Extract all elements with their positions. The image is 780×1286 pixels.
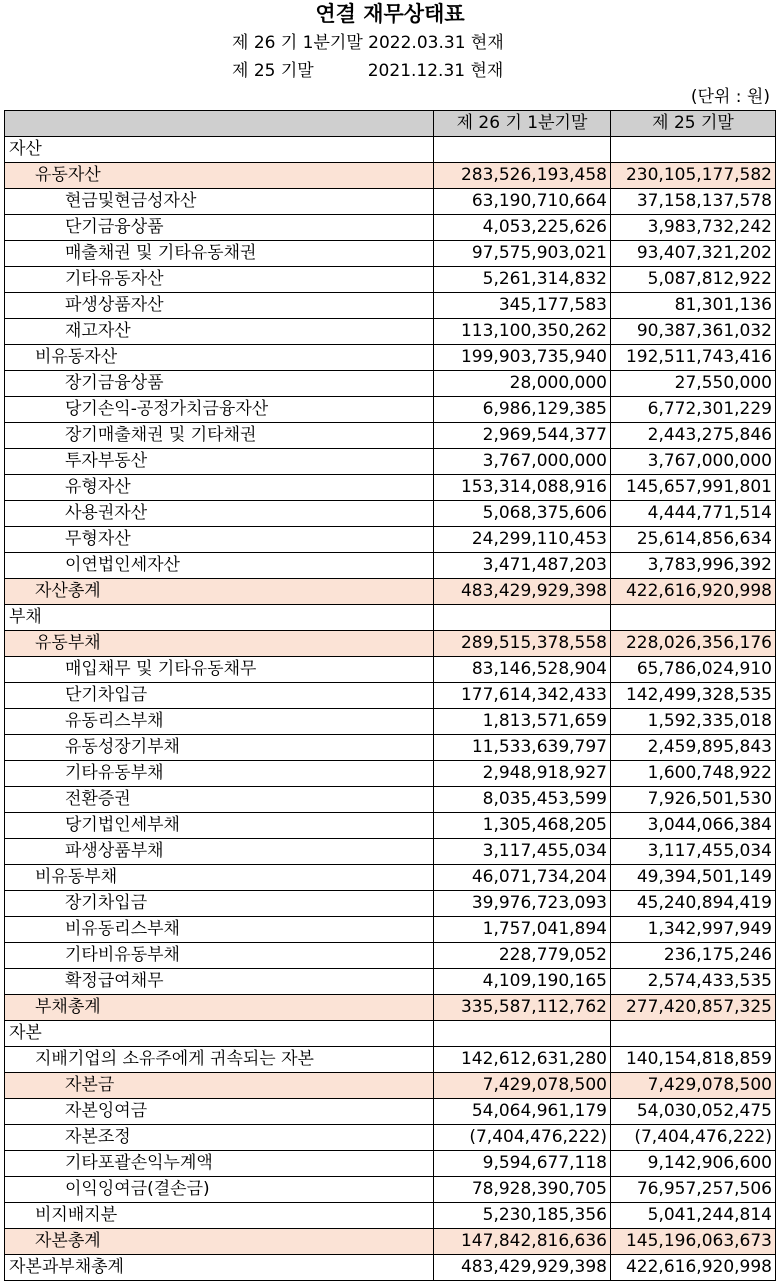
- prior-period-value: 142,499,328,535: [611, 683, 776, 709]
- current-period-value: 3,767,000,000: [434, 449, 611, 475]
- current-period-value: 54,064,961,179: [434, 1099, 611, 1125]
- table-row: [5, 709, 776, 735]
- table-row: [5, 501, 776, 527]
- prior-period-value: 2,459,895,843: [611, 735, 776, 761]
- table-row: [5, 631, 776, 657]
- row-label: 기타유동부채: [5, 761, 434, 787]
- prior-period-value: 65,786,024,910: [611, 657, 776, 683]
- row-label: 자산총계: [5, 579, 434, 605]
- prior-period-value: 5,041,244,814: [611, 1203, 776, 1229]
- prior-period-value: [611, 1021, 776, 1047]
- row-label: 자본잉여금: [5, 1099, 434, 1125]
- table-row: [5, 761, 776, 787]
- current-period-value: 83,146,528,904: [434, 657, 611, 683]
- table-row: [5, 215, 776, 241]
- table-row: [5, 345, 776, 371]
- row-label: 장기매출채권 및 기타채권: [5, 423, 434, 449]
- table-row: [5, 579, 776, 605]
- row-label: 자본조정: [5, 1125, 434, 1151]
- current-period-value: 1,813,571,659: [434, 709, 611, 735]
- row-label: 장기금융상품: [5, 371, 434, 397]
- current-period-value: 3,471,487,203: [434, 553, 611, 579]
- table-row: [5, 943, 776, 969]
- prior-period-value: 1,342,997,949: [611, 917, 776, 943]
- row-label: 당기법인세부채: [5, 813, 434, 839]
- prior-period-value: 3,044,066,384: [611, 813, 776, 839]
- current-period-value: 483,429,929,398: [434, 1255, 611, 1281]
- table-row: [5, 1203, 776, 1229]
- table-row: [5, 371, 776, 397]
- current-period-value: [434, 605, 611, 631]
- row-label: 자본총계: [5, 1229, 434, 1255]
- current-period-value: 9,594,677,118: [434, 1151, 611, 1177]
- prior-period-value: (7,404,476,222): [611, 1125, 776, 1151]
- prior-period-value: 230,105,177,582: [611, 163, 776, 189]
- table-row: [5, 1229, 776, 1255]
- row-label: 전환증권: [5, 787, 434, 813]
- current-period-value: 113,100,350,262: [434, 319, 611, 345]
- current-period-value: 483,429,929,398: [434, 579, 611, 605]
- table-row: [5, 969, 776, 995]
- row-label: 단기차입금: [5, 683, 434, 709]
- row-label: 당기손익-공정가치금융자산: [5, 397, 434, 423]
- current-period-value: 228,779,052: [434, 943, 611, 969]
- current-period-value: 289,515,378,558: [434, 631, 611, 657]
- current-period-value: 2,969,544,377: [434, 423, 611, 449]
- prior-period-value: 90,387,361,032: [611, 319, 776, 345]
- table-row: [5, 423, 776, 449]
- current-period-value: [434, 137, 611, 163]
- row-label: 이연법인세자산: [5, 553, 434, 579]
- period-prior: 제 25 기말 2021.12.31 현재: [232, 61, 504, 81]
- prior-period-value: 145,657,991,801: [611, 475, 776, 501]
- table-row: [5, 319, 776, 345]
- current-period-value: (7,404,476,222): [434, 1125, 611, 1151]
- table-row: [5, 813, 776, 839]
- row-label: 투자부동산: [5, 449, 434, 475]
- table-row: [5, 137, 776, 163]
- current-period-value: [434, 1021, 611, 1047]
- prior-period-value: 37,158,137,578: [611, 189, 776, 215]
- table-row: [5, 683, 776, 709]
- prior-period-value: 81,301,136: [611, 293, 776, 319]
- prior-period-value: 5,087,812,922: [611, 267, 776, 293]
- table-row: [5, 527, 776, 553]
- prior-period-value: 3,983,732,242: [611, 215, 776, 241]
- current-period-value: 5,261,314,832: [434, 267, 611, 293]
- row-label: 자본과부채총계: [5, 1255, 434, 1281]
- prior-period-value: 27,550,000: [611, 371, 776, 397]
- current-period-value: 8,035,453,599: [434, 787, 611, 813]
- current-period-value: 345,177,583: [434, 293, 611, 319]
- row-label: 사용권자산: [5, 501, 434, 527]
- table-row: [5, 267, 776, 293]
- prior-period-value: 9,142,906,600: [611, 1151, 776, 1177]
- row-label: 기타포괄손익누계액: [5, 1151, 434, 1177]
- current-period-value: 142,612,631,280: [434, 1047, 611, 1073]
- prior-period-value: [611, 137, 776, 163]
- column-header-item: [5, 111, 434, 137]
- table-row: [5, 839, 776, 865]
- table-row: [5, 1177, 776, 1203]
- prior-period-value: [611, 605, 776, 631]
- prior-period-value: 145,196,063,673: [611, 1229, 776, 1255]
- prior-period-value: 140,154,818,859: [611, 1047, 776, 1073]
- row-label: 기타비유동부채: [5, 943, 434, 969]
- current-period-value: 24,299,110,453: [434, 527, 611, 553]
- table-row: [5, 241, 776, 267]
- current-period-value: 199,903,735,940: [434, 345, 611, 371]
- row-label: 유동성장기부채: [5, 735, 434, 761]
- row-label: 자산: [5, 137, 434, 163]
- current-period-value: 3,117,455,034: [434, 839, 611, 865]
- row-label: 기타유동자산: [5, 267, 434, 293]
- prior-period-value: 3,117,455,034: [611, 839, 776, 865]
- table-row: [5, 917, 776, 943]
- row-label: 매출채권 및 기타유동채권: [5, 241, 434, 267]
- current-period-value: 39,976,723,093: [434, 891, 611, 917]
- current-period-value: 78,928,390,705: [434, 1177, 611, 1203]
- table-row: [5, 1021, 776, 1047]
- current-period-value: 153,314,088,916: [434, 475, 611, 501]
- current-period-value: 4,109,190,165: [434, 969, 611, 995]
- current-period-value: 5,068,375,606: [434, 501, 611, 527]
- prior-period-value: 228,026,356,176: [611, 631, 776, 657]
- row-label: 이익잉여금(결손금): [5, 1177, 434, 1203]
- column-header-prior: 제 25 기말: [611, 111, 776, 137]
- current-period-value: 335,587,112,762: [434, 995, 611, 1021]
- row-label: 장기차입금: [5, 891, 434, 917]
- table-row: [5, 397, 776, 423]
- column-header-current: 제 26 기 1분기말: [434, 111, 611, 137]
- row-label: 파생상품부채: [5, 839, 434, 865]
- prior-period-value: 1,592,335,018: [611, 709, 776, 735]
- row-label: 비유동리스부채: [5, 917, 434, 943]
- current-period-value: 283,526,193,458: [434, 163, 611, 189]
- row-label: 유동리스부채: [5, 709, 434, 735]
- row-label: 유형자산: [5, 475, 434, 501]
- prior-period-value: 1,600,748,922: [611, 761, 776, 787]
- table-row: [5, 787, 776, 813]
- table-header-row: [5, 111, 776, 137]
- prior-period-value: 25,614,856,634: [611, 527, 776, 553]
- current-period-value: 1,305,468,205: [434, 813, 611, 839]
- row-label: 비유동부채: [5, 865, 434, 891]
- current-period-value: 5,230,185,356: [434, 1203, 611, 1229]
- table-row: [5, 605, 776, 631]
- row-label: 파생상품자산: [5, 293, 434, 319]
- prior-period-value: 4,444,771,514: [611, 501, 776, 527]
- current-period-value: 2,948,918,927: [434, 761, 611, 787]
- row-label: 비유동자산: [5, 345, 434, 371]
- row-label: 유동자산: [5, 163, 434, 189]
- row-label: 부채: [5, 605, 434, 631]
- table-row: [5, 293, 776, 319]
- table-row: [5, 735, 776, 761]
- table-row: [5, 891, 776, 917]
- row-label: 자본: [5, 1021, 434, 1047]
- row-label: 유동부채: [5, 631, 434, 657]
- prior-period-value: 192,511,743,416: [611, 345, 776, 371]
- prior-period-value: 93,407,321,202: [611, 241, 776, 267]
- unit-label: (단위 : 원): [690, 87, 770, 107]
- current-period-value: 6,986,129,385: [434, 397, 611, 423]
- prior-period-value: 7,926,501,530: [611, 787, 776, 813]
- prior-period-value: 49,394,501,149: [611, 865, 776, 891]
- table-row: [5, 1099, 776, 1125]
- row-label: 확정급여채무: [5, 969, 434, 995]
- statement-title: 연결 재무상태표: [315, 2, 465, 26]
- prior-period-value: 277,420,857,325: [611, 995, 776, 1021]
- table-row: [5, 1073, 776, 1099]
- prior-period-value: 45,240,894,419: [611, 891, 776, 917]
- table-row: [5, 657, 776, 683]
- table-row: [5, 553, 776, 579]
- prior-period-value: 2,443,275,846: [611, 423, 776, 449]
- prior-period-value: 2,574,433,535: [611, 969, 776, 995]
- prior-period-value: 54,030,052,475: [611, 1099, 776, 1125]
- table-row: [5, 1255, 776, 1281]
- table-row: [5, 189, 776, 215]
- row-label: 무형자산: [5, 527, 434, 553]
- row-label: 단기금융상품: [5, 215, 434, 241]
- current-period-value: 4,053,225,626: [434, 215, 611, 241]
- prior-period-value: 236,175,246: [611, 943, 776, 969]
- prior-period-value: 7,429,078,500: [611, 1073, 776, 1099]
- row-label: 매입채무 및 기타유동채무: [5, 657, 434, 683]
- row-label: 현금및현금성자산: [5, 189, 434, 215]
- table-row: [5, 1125, 776, 1151]
- table-body: [5, 137, 776, 1281]
- balance-sheet-table: [4, 110, 776, 1281]
- current-period-value: 1,757,041,894: [434, 917, 611, 943]
- prior-period-value: 6,772,301,229: [611, 397, 776, 423]
- row-label: 자본금: [5, 1073, 434, 1099]
- prior-period-value: 3,783,996,392: [611, 553, 776, 579]
- current-period-value: 28,000,000: [434, 371, 611, 397]
- row-label: 지배기업의 소유주에게 귀속되는 자본: [5, 1047, 434, 1073]
- prior-period-value: 422,616,920,998: [611, 1255, 776, 1281]
- table-row: [5, 995, 776, 1021]
- row-label: 재고자산: [5, 319, 434, 345]
- current-period-value: 7,429,078,500: [434, 1073, 611, 1099]
- table-row: [5, 1047, 776, 1073]
- current-period-value: 46,071,734,204: [434, 865, 611, 891]
- row-label: 비지배지분: [5, 1203, 434, 1229]
- table-row: [5, 475, 776, 501]
- table-row: [5, 865, 776, 891]
- prior-period-value: 3,767,000,000: [611, 449, 776, 475]
- table-row: [5, 449, 776, 475]
- period-current: 제 26 기 1분기말 2022.03.31 현재: [232, 33, 504, 53]
- table-row: [5, 1151, 776, 1177]
- row-label: 부채총계: [5, 995, 434, 1021]
- current-period-value: 63,190,710,664: [434, 189, 611, 215]
- prior-period-value: 76,957,257,506: [611, 1177, 776, 1203]
- current-period-value: 147,842,816,636: [434, 1229, 611, 1255]
- current-period-value: 177,614,342,433: [434, 683, 611, 709]
- prior-period-value: 422,616,920,998: [611, 579, 776, 605]
- current-period-value: 11,533,639,797: [434, 735, 611, 761]
- current-period-value: 97,575,903,021: [434, 241, 611, 267]
- table-row: [5, 163, 776, 189]
